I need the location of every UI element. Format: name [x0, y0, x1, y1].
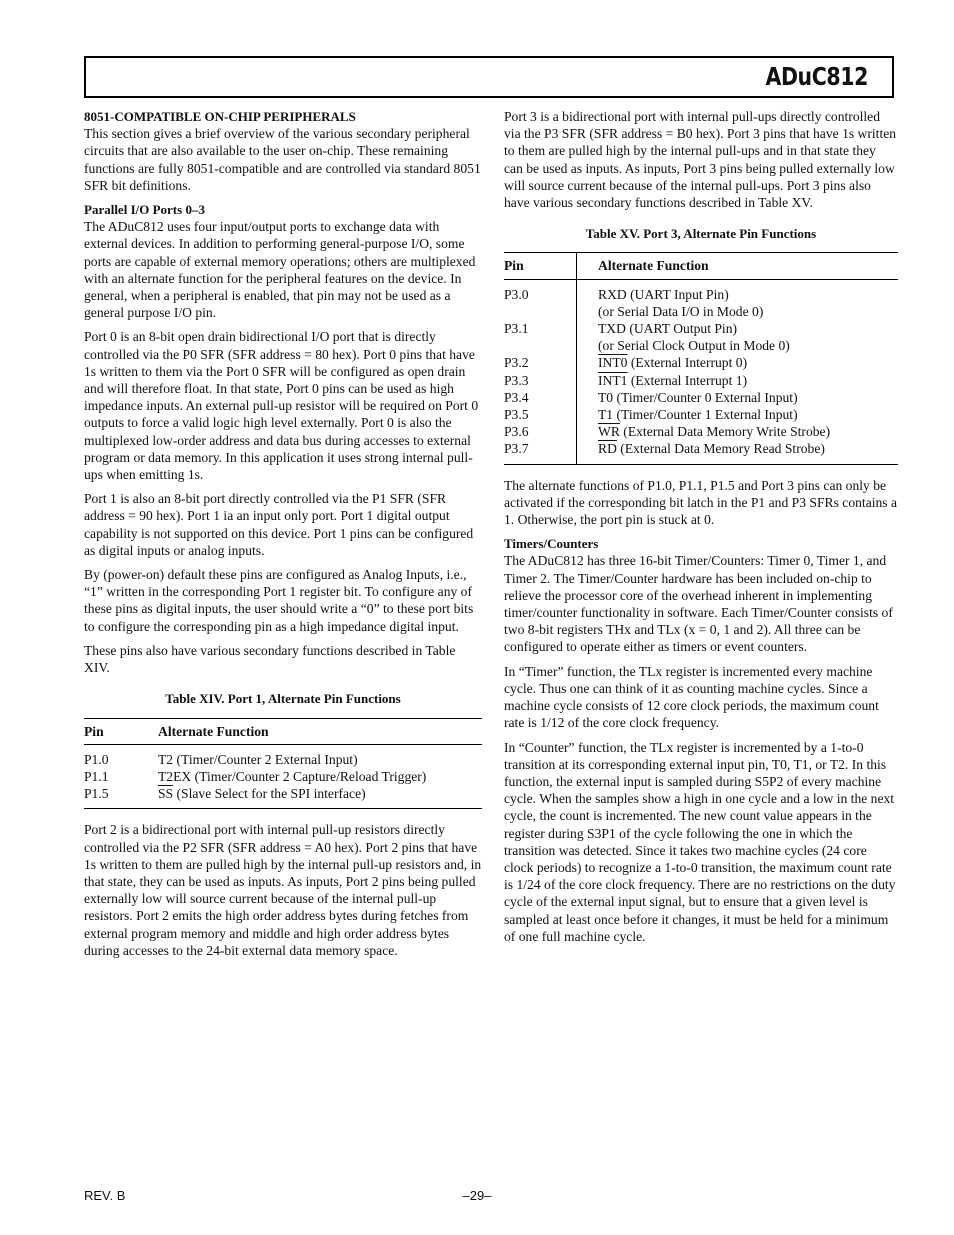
pin-cell: P3.5 — [504, 406, 577, 423]
function-text: (External Data Memory Write Strobe) — [619, 424, 831, 440]
paragraph: In “Timer” function, the TLx register is incremented every machine cycle. Thus one can think of it as counting machine cycles. Since a machine cycle consists of 12 core clock periods, the maximum count rate is 1/12 of the core clock frequency. — [504, 663, 879, 731]
function-cell: T0 (Timer/Counter 0 External Input) — [598, 389, 798, 405]
function-cell — [577, 372, 899, 389]
table-caption: Table XV. Port 3, Alternate Pin Functions — [585, 226, 817, 242]
paragraph: By (power-on) default these pins are configured as Analog Inputs, i.e., “1” written in the corresponding Port 1 register bit. To configure any of these pins as digital inputs, the user should write a “0” to these port bits to configure the corresponding pin as a high impedance digital input. — [84, 567, 474, 634]
pin-cell: P1.1 — [84, 768, 109, 784]
column-header-function: Alternate Function — [158, 718, 482, 744]
function-text: (External Interrupt 0) — [627, 355, 748, 371]
function-cell: RXD (UART Input Pin) — [598, 286, 729, 302]
function-text: (External Interrupt 1) — [627, 372, 748, 388]
function-cell — [577, 354, 899, 371]
function-cell: T2 (Timer/Counter 2 External Input) — [158, 751, 358, 767]
paragraph: Port 1 is also an 8-bit port directly controlled via the P1 SFR (SFR address = 90 hex). Port 1 ia an input only port. Port 1 digital output capability is not supported on this device. Port 1 pins can be configured as digital inputs or analog inputs. — [84, 491, 474, 558]
overline-signal: INT1 — [598, 372, 628, 388]
table-row — [504, 320, 898, 337]
overline-signal: $\overline{SS}$ — [158, 786, 174, 802]
overline-signal: $\overline{WR}$ — [598, 424, 620, 440]
function-cell: T1 (Timer/Counter 1 External Input) — [598, 407, 798, 423]
function-cell — [158, 785, 482, 809]
pin-cell: P3.3 — [504, 372, 577, 389]
paragraph: The ADuC812 has three 16-bit Timer/Counters: Timer 0, Timer 1, and Timer 2. The Timer/Counter hardware has been included on-chip to relieve the processor core of the overhead inherent in implementing timer/counter functionality in software. Each Timer/Counter consists of two 8-bit registers THx and TLx (x = 0, 1 and 2). All three can be configured to operate either as timers or event counters. — [504, 553, 893, 655]
table-caption: Table XIV. Port 1, Alternate Pin Functions — [165, 691, 401, 707]
page-title: ADuC812 — [765, 62, 868, 91]
table-port3-functions — [504, 252, 898, 464]
section-heading-peripherals: 8051-COMPATIBLE ON-CHIP PERIPHERALS — [84, 109, 356, 124]
column-header-pin: Pin — [504, 253, 577, 279]
paragraph: The ADuC812 uses four input/output ports to exchange data with external devices. In addition to performing general-purpose I/O, some ports are capable of external memory operations; others are multiplexed with an alternate function for the peripheral features on the device. In general, when a peripheral is enabled, that pin may not be used as a general purpose I/O pin. — [84, 219, 476, 321]
pin-cell: P3.2 — [504, 354, 577, 371]
paragraph: Port 3 is a bidirectional port with internal pull-ups directly controlled via the P3 SFR (SFR address = B0 hex). Port 3 pins that have 1s written to them are pulled high by the internal pull-ups and in that state they can be used as inputs. As inputs, Port 3 pins being pulled externally low will source current because of the internal pull-ups. Port 3 pins also have various secondary functions described in Table XV. — [504, 109, 897, 211]
table-row — [84, 768, 482, 785]
right-column — [504, 108, 898, 952]
pin-cell — [504, 337, 577, 354]
section-heading-timers: Timers/Counters — [504, 536, 599, 552]
function-cell: T2EX (Timer/Counter 2 Capture/Reload Trigger) — [158, 768, 427, 784]
paragraph: Port 0 is an 8-bit open drain bidirectional I/O port that is directly controlled via the P0 SFR (SFR address = 80 hex). Port 0 pins that have 1s written to them via the Port 0 SFR will be configured as open drain and will therefore float. In that state, Port 0 pins can be used as high impedance inputs. An external pull-up resistor will be required on Port 0 outputs to force a valid logic high level externally. Port 0 is also the multiplexed low-order address and data bus during accesses to external program or data memory. In this application it uses strong internal pull-ups when emitting 1s. — [84, 329, 479, 483]
table-row — [504, 389, 898, 406]
pin-cell — [504, 303, 577, 320]
table-row — [504, 279, 898, 303]
table-row — [84, 785, 482, 809]
overline-signal: INT0 — [598, 355, 628, 371]
function-cell: (or Serial Clock Output in Mode 0) — [598, 338, 790, 354]
table-row — [504, 303, 898, 320]
table-row — [504, 440, 898, 464]
paragraph: Port 2 is a bidirectional port with internal pull-up resistors directly controlled via the P2 SFR (SFR address = A0 hex). Port 2 pins that have 1s written to them are pulled high by the internal pull-up resistors and, in that state, they can be used as inputs. As inputs, Port 2 pins being pulled externally low will source current because of the internal pull-up resistors. Port 2 emits the high order address bytes during fetches from external program memory and middle and high order address bytes during accesses to the 24-bit external data memory space. — [84, 822, 482, 958]
function-cell — [577, 440, 899, 464]
page-number: –29– — [462, 1188, 492, 1203]
paragraph: The alternate functions of P1.0, P1.1, P1.5 and Port 3 pins can only be activated if the corresponding bit latch in the P1 and P3 SFRs contains a 1. Otherwise, the port pin is stuck at 0. — [504, 477, 898, 528]
table-row — [504, 406, 898, 423]
table-row — [504, 354, 898, 371]
paragraph: In “Counter” function, the TLx register is incremented by a 1-to-0 transition at its corresponding external input pin, T0, T1, or T2. In this function, the external input is sampled during S5P2 of every machine cycle. When the samples show a high in one cycle and a low in the next cycle, the count is incremented. The new count value appears in the register during S3P1 of the cycle following the one in which the transition was detected. Since it takes two machine cycles (24 core clock periods) to recognize a 1-to-0 transition, the maximum count rate is 1/24 of the core clock frequency. There are no restrictions on the duty cycle of the external input signal, but to ensure that a given level is sampled at least once before it changes, it must be held for a minimum of one full machine cycle. — [504, 739, 896, 944]
pin-cell: P1.0 — [84, 751, 109, 767]
pin-cell: P3.6 — [504, 423, 577, 440]
pin-cell: P3.7 — [504, 440, 577, 464]
function-cell: (or Serial Data I/O in Mode 0) — [598, 303, 764, 319]
function-text: (External Data Memory Read Strobe) — [616, 441, 825, 457]
column-header-pin: Pin — [84, 718, 158, 744]
pin-cell: P3.4 — [504, 389, 577, 406]
overline-signal: $\overline{RD}$ — [598, 441, 617, 457]
table-port1-functions — [84, 718, 482, 810]
table-row — [504, 423, 898, 440]
paragraph: This section gives a brief overview of the various secondary peripheral circuits that are also available to the user on-chip. These remaining functions are fully 8051-compatible and are controlled via standard 8051 SFR bit definitions. — [84, 126, 481, 193]
pin-cell: P3.0 — [504, 279, 577, 303]
table-row — [84, 744, 482, 768]
revision-label: REV. B — [84, 1188, 126, 1203]
pin-cell: P1.5 — [84, 786, 109, 802]
paragraph: These pins also have various secondary functions described in Table XIV. — [84, 642, 456, 676]
function-cell: TXD (UART Output Pin) — [598, 321, 738, 337]
left-column — [84, 108, 482, 966]
section-heading-parallel-io: Parallel I/O Ports 0–3 — [84, 202, 205, 218]
column-header-function: Alternate Function — [577, 253, 899, 279]
pin-cell: P3.1 — [504, 320, 577, 337]
function-text: (Slave Select for the SPI interface) — [173, 786, 366, 802]
table-row — [504, 372, 898, 389]
table-row — [504, 337, 898, 354]
function-cell — [577, 423, 899, 440]
header-box — [84, 56, 894, 98]
